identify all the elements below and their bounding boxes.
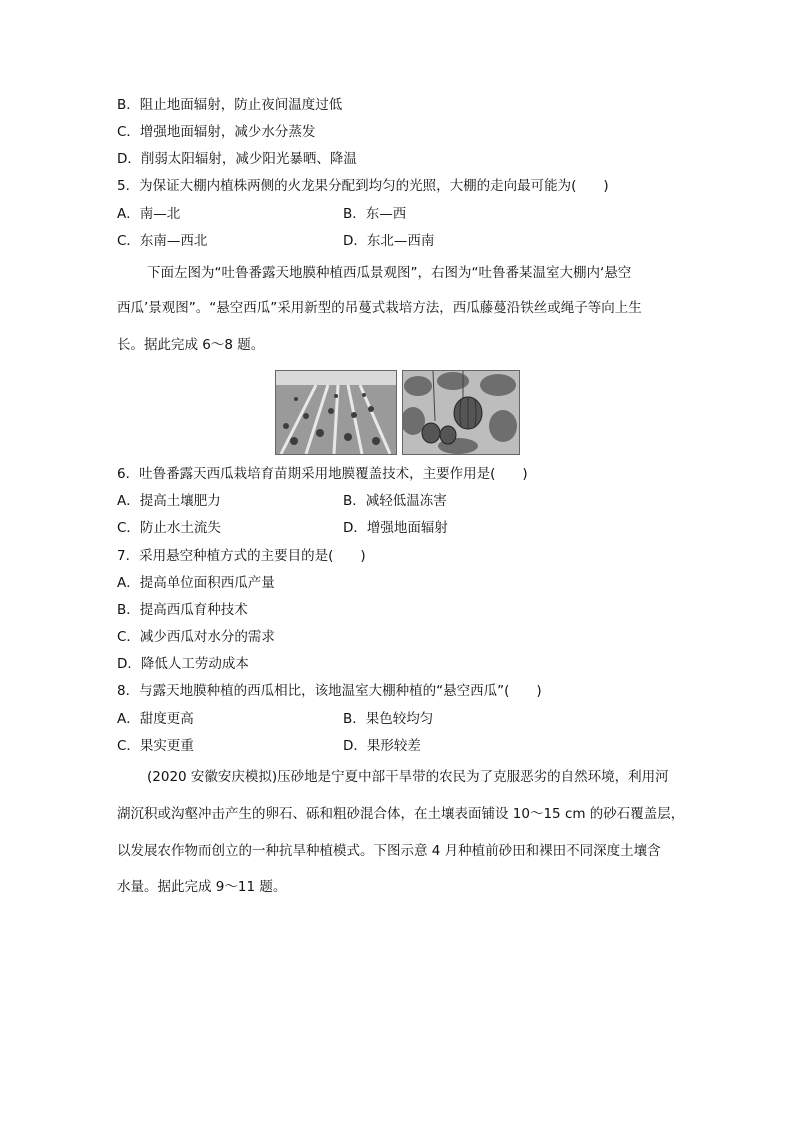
q7-option-c: C．减少西瓜对水分的需求: [117, 629, 275, 645]
intro-paragraph-2-line-3: 以发展农作物而创立的一种抗旱种植模式。下图示意 4 月种植前砂田和裸田不同深度土壤含: [117, 843, 661, 859]
q5-option-b: B．东—西: [343, 206, 407, 222]
intro-paragraph-2-line-1: (2020 安徽安庆模拟)压砂地是宁夏中部干旱带的农民为了克服恶劣的自然环境，利用河: [147, 769, 669, 785]
q8-option-c: C．果实更重: [117, 738, 194, 754]
q6-option-d: D．增强地面辐射: [343, 520, 448, 536]
q6-option-a: A．提高土壤肥力: [117, 493, 221, 509]
photo-open-field-watermelon: [275, 370, 397, 455]
q5-stem: 5．为保证大棚内植株两侧的火龙果分配到均匀的光照，大棚的走向最可能为( ): [117, 178, 609, 194]
q8-option-b: B．果色较均匀: [343, 711, 434, 727]
intro-paragraph-1-line-1: 下面左图为“吐鲁番露天地膜种植西瓜景观图”，右图为“吐鲁番某温室大棚内‘悬空: [147, 265, 632, 281]
q8-stem: 8．与露天地膜种植的西瓜相比，该地温室大棚种植的“悬空西瓜”( ): [117, 683, 542, 699]
intro-paragraph-2-line-4: 水量。据此完成 9～11 题。: [117, 879, 287, 895]
q5-option-a: A．南—北: [117, 206, 181, 222]
q5-option-c: C．东南—西北: [117, 233, 208, 249]
intro-paragraph-1-line-2: 西瓜’景观图”。“悬空西瓜”采用新型的吊蔓式栽培方法，西瓜藤蔓沿铁丝或绳子等向上生: [117, 300, 642, 316]
q7-option-d: D．降低人工劳动成本: [117, 656, 249, 672]
q8-option-a: A．甜度更高: [117, 711, 194, 727]
q6-option-b: B．减轻低温冻害: [343, 493, 447, 509]
photo-hanging-watermelon-greenhouse: [402, 370, 520, 455]
q6-stem: 6．吐鲁番露天西瓜栽培育苗期采用地膜覆盖技术，主要作用是( ): [117, 466, 528, 482]
intro-paragraph-1-line-3: 长。据此完成 6～8 题。: [117, 337, 265, 353]
q4-option-c: C．增强地面辐射，减少水分蒸发: [117, 124, 316, 140]
intro-paragraph-2-line-2: 湖沉积或沟壑冲击产生的卵石、砾和粗砂混合体，在土壤表面铺设 10～15 cm 的砂石覆盖层，: [117, 806, 685, 822]
q7-option-b: B．提高西瓜育种技术: [117, 602, 248, 618]
q4-option-b: B．阻止地面辐射，防止夜间温度过低: [117, 97, 343, 113]
q6-option-c: C．防止水土流失: [117, 520, 221, 536]
q5-option-d: D．东北—西南: [343, 233, 435, 249]
q8-option-d: D．果形较差: [343, 738, 421, 754]
q7-stem: 7．采用悬空种植方式的主要目的是( ): [117, 548, 366, 564]
q7-option-a: A．提高单位面积西瓜产量: [117, 575, 275, 591]
q4-option-d: D．削弱太阳辐射，减少阳光暴晒、降温: [117, 151, 357, 167]
